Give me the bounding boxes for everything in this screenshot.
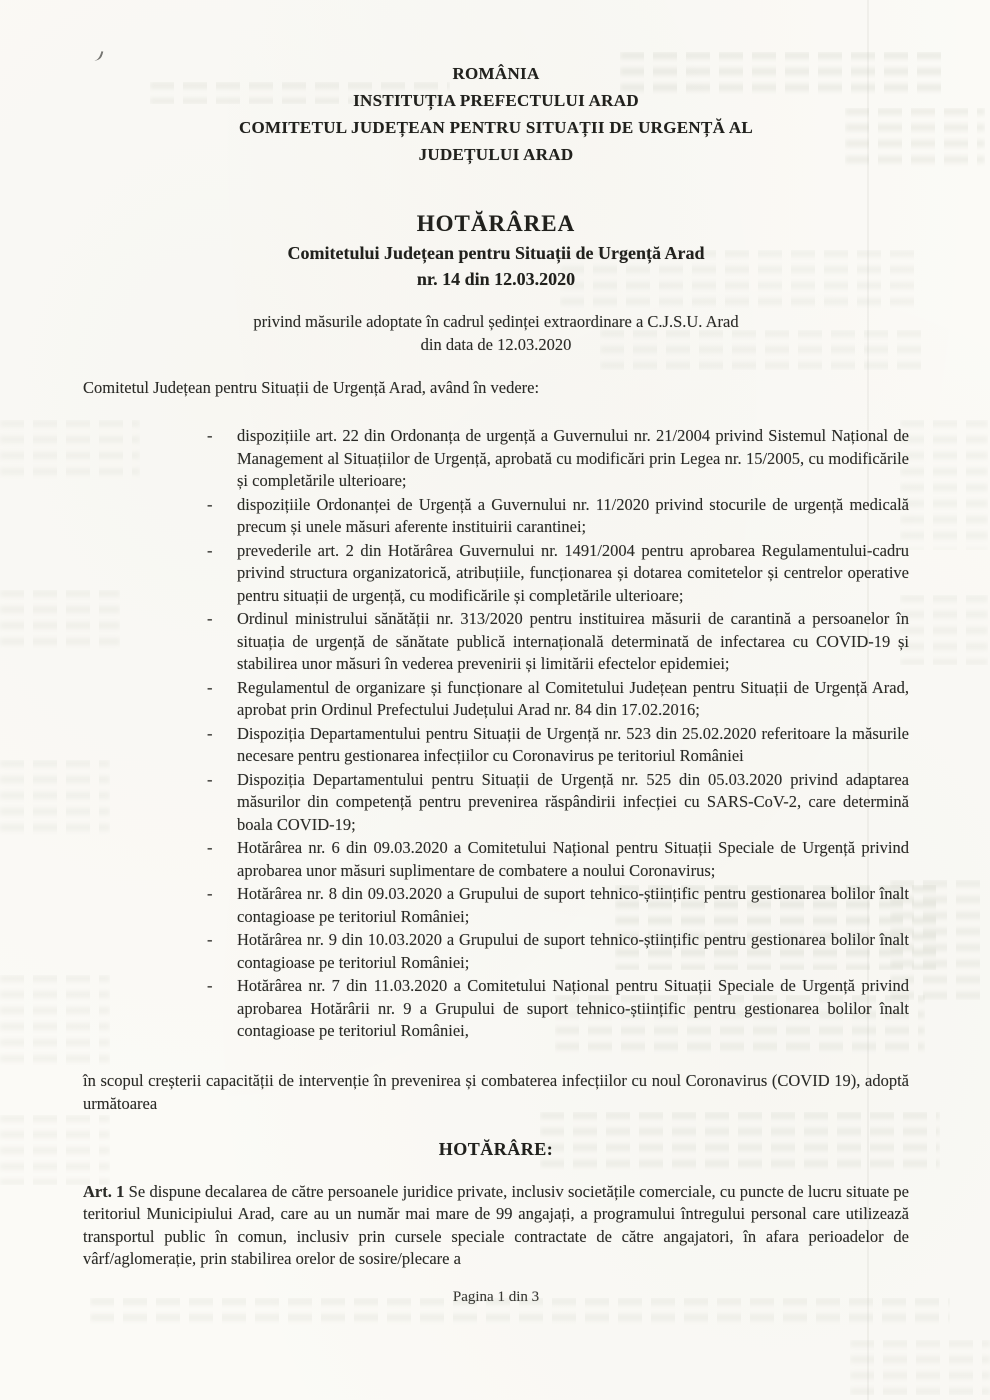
consideration-text: Dispoziția Departamentului pentru Situații de Urgență nr. 525 din 05.03.2020 privind adaptarea măsurilor din competență pentru prevenirea răspândirii infecției cu SARS-CoV-2, care determină boala COVID-19; [237, 769, 909, 834]
letterhead [83, 60, 909, 168]
bleed-through-artifact [900, 420, 988, 550]
page-number: Pagina 1 din 3 [452, 1288, 540, 1305]
list-item [207, 929, 909, 974]
list-dash: - [207, 677, 213, 697]
letterhead-committee: COMITETUL JUDEȚEAN PENTRU SITUAȚII DE URGENȚĂ AL [238, 118, 754, 137]
bleed-through-artifact [850, 1340, 990, 1395]
list-item [207, 425, 909, 493]
list-item [207, 540, 909, 608]
intro-paragraph: Comitetul Județean pentru Situații de Urgență Arad, având în vedere: [83, 378, 540, 397]
decision-heading: HOTĂRÂRE: [438, 1138, 554, 1159]
list-dash: - [207, 723, 213, 743]
document-title-block [83, 208, 909, 292]
list-dash: - [207, 884, 213, 903]
document-title-organization: Comitetului Județean pentru Situații de Urgență Arad [287, 243, 705, 263]
subject-line-1: privind măsurile adoptate în cadrul ședinței extraordinare a C.J.S.U. Arad [253, 312, 739, 331]
article-1-text: Se dispune decalarea de către persoanele juridice private, inclusiv societățile comerciale, cu puncte de lucru situate pe teritoriul Municipiului Arad, care au un număr mai mare de 99 angajați, a programului întregului personal care utilizează transportul public în comun, inclusiv prin cursele speciale contractate de către angajatori, în afara perioadelor de vârf/aglomerație, prin stabilirea orelor de sosire/plecare a [83, 1181, 909, 1268]
letterhead-country: ROMÂNIA [452, 64, 540, 83]
list-dash: - [207, 609, 213, 628]
list-item [207, 608, 909, 676]
list-dash: - [207, 838, 213, 857]
consideration-text: dispozițiile art. 22 din Ordonanța de urgență a Guvernului nr. 21/2004 privind Sistemul Național de Management al Situațiilor de Urgență, aprobată cu modificări prin Legea nr. 15/2005, cu modificările și completările ulterioare; [237, 426, 909, 490]
document-subject [83, 310, 909, 356]
list-item [207, 975, 909, 1043]
list-dash: - [207, 540, 213, 560]
consideration-text: Ordinul ministrului sănătății nr. 313/2020 pentru instituirea măsurii de carantină a persoanelor în situația de urgență de sănătate publică internațională determinată de infectarea cu COVID-19 și stabilirea unor măsuri în vederea prevenirii și limitării efectelor epidemiei; [237, 609, 909, 673]
consideration-text: dispozițiile Ordonanței de Urgență a Guvernului nr. 11/2020 privind stocurile de urgență medicală precum și unele măsuri aferente instituirii carantinei; [237, 494, 909, 536]
list-item [207, 883, 909, 928]
article-1-label: Art. 1 [83, 1181, 125, 1201]
letterhead-county: JUDEȚULUI ARAD [418, 145, 574, 164]
consideration-text: Dispoziția Departamentului pentru Situații de Urgență nr. 523 din 25.02.2020 referitoare la măsurile necesare pentru gestionarea infecțiilor cu Coronavirus pe teritoriul României [237, 723, 909, 765]
list-dash: - [207, 769, 213, 789]
list-item [207, 837, 909, 882]
consideration-text: Hotărârea nr. 6 din 09.03.2020 a Comitetului Național pentru Situații Speciale de Urgență privind aprobarea unor măsuri suplimentare de combatere a noului Coronavirus; [237, 838, 909, 880]
list-item [207, 494, 909, 539]
document-number: nr. 14 din 12.03.2020 [416, 269, 576, 289]
letterhead-institution: INSTITUȚIA PREFECTULUI ARAD [353, 91, 639, 110]
list-dash: - [207, 930, 213, 949]
purpose-paragraph: în scopul creșterii capacității de intervenție în prevenirea și combaterea infecțiilor cu noul Coronavirus (COVID 19), adoptă următoarea [83, 1070, 909, 1113]
article-1-paragraph [83, 1181, 909, 1271]
consideration-text: Hotărârea nr. 9 din 10.03.2020 a Grupului de suport tehnico-științific pentru gestionarea bolilor înalt contagioase pe teritoriul României; [237, 930, 909, 972]
list-item [207, 723, 909, 768]
list-dash: - [207, 976, 213, 995]
document-title: HOTĂRÂREA [416, 211, 576, 236]
consideration-text: Hotărârea nr. 7 din 11.03.2020 a Comitetului Național pentru Situații Speciale de Urgență privind aprobarea Hotărârii nr. 9 a Grupului de suport tehnico-științific pentru gestionarea bolilor înalt contagioase pe teritoriul României, [237, 976, 909, 1040]
subject-line-2: din data de 12.03.2020 [420, 335, 572, 354]
list-item [207, 769, 909, 837]
list-dash: - [207, 494, 213, 514]
list-dash: - [207, 426, 213, 445]
bleed-through-artifact [900, 595, 988, 665]
consideration-text: Regulamentul de organizare și funcționare al Comitetului Județean pentru Situații de Urgență Arad, aprobat prin Ordinul Prefectului Județului Arad nr. 84 din 17.02.2016; [237, 677, 909, 719]
considerations-list [83, 425, 909, 1043]
consideration-text: Hotărârea nr. 8 din 09.03.2020 a Grupului de suport tehnico-științific pentru gestionarea bolilor înalt contagioase pe teritoriul României; [237, 884, 909, 926]
consideration-text: prevederile art. 2 din Hotărârea Guvernului nr. 1491/2004 pentru aprobarea Regulamentului-cadru privind structura organizatorică, atribuțiile, funcționarea și dotarea comitetelor și centrelor operative pentru situații de urgență, cu modificările și completările ulterioare; [237, 540, 909, 605]
list-item [207, 677, 909, 722]
